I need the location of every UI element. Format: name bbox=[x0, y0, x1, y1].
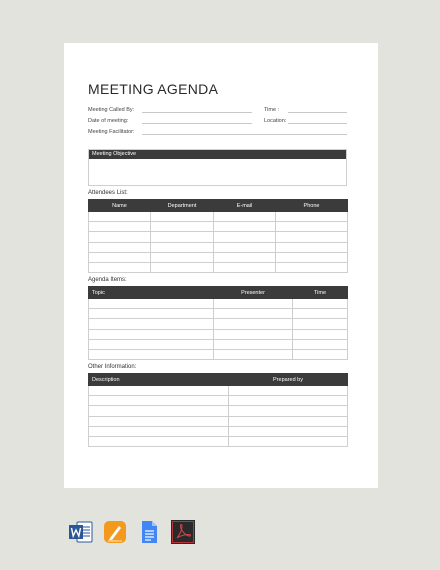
table-cell[interactable] bbox=[89, 222, 151, 232]
table-cell[interactable] bbox=[214, 232, 276, 242]
col-email: E-mail bbox=[214, 200, 276, 212]
table-cell[interactable] bbox=[89, 309, 214, 319]
table-row bbox=[89, 386, 348, 396]
table-row bbox=[89, 426, 348, 436]
table-cell[interactable] bbox=[276, 242, 348, 252]
table-cell[interactable] bbox=[229, 386, 348, 396]
col-presenter: Presenter bbox=[214, 287, 293, 299]
objective-box[interactable] bbox=[88, 149, 347, 186]
table-cell[interactable] bbox=[151, 252, 214, 262]
table-cell[interactable] bbox=[89, 396, 229, 406]
table-cell[interactable] bbox=[293, 299, 348, 309]
table-cell[interactable] bbox=[89, 339, 214, 349]
table-cell[interactable] bbox=[276, 222, 348, 232]
table-row bbox=[89, 232, 348, 242]
col-description: Description bbox=[89, 374, 229, 386]
table-cell[interactable] bbox=[89, 242, 151, 252]
agenda-table bbox=[88, 286, 348, 360]
facilitator-line[interactable] bbox=[142, 129, 347, 135]
table-cell[interactable] bbox=[293, 349, 348, 359]
table-cell[interactable] bbox=[293, 319, 348, 329]
table-cell[interactable] bbox=[293, 309, 348, 319]
other-info-table bbox=[88, 373, 348, 447]
table-cell[interactable] bbox=[276, 232, 348, 242]
table-cell[interactable] bbox=[214, 242, 276, 252]
table-row bbox=[89, 329, 348, 339]
table-row bbox=[89, 309, 348, 319]
table-cell[interactable] bbox=[151, 232, 214, 242]
table-cell[interactable] bbox=[89, 436, 229, 446]
table-row bbox=[89, 242, 348, 252]
table-cell[interactable] bbox=[214, 262, 276, 272]
table-cell[interactable] bbox=[214, 252, 276, 262]
date-label: Date of meeting: bbox=[88, 118, 129, 124]
table-cell[interactable] bbox=[214, 299, 293, 309]
table-cell[interactable] bbox=[151, 262, 214, 272]
table-row bbox=[89, 339, 348, 349]
table-cell[interactable] bbox=[214, 212, 276, 222]
table-row bbox=[89, 299, 348, 309]
called-by-line[interactable] bbox=[142, 107, 252, 113]
table-row bbox=[89, 222, 348, 232]
table-row bbox=[89, 416, 348, 426]
table-cell[interactable] bbox=[293, 339, 348, 349]
table-cell[interactable] bbox=[214, 309, 293, 319]
table-cell[interactable] bbox=[214, 319, 293, 329]
col-name: Name bbox=[89, 200, 151, 212]
location-line[interactable] bbox=[288, 118, 347, 124]
google-docs-icon[interactable] bbox=[136, 519, 162, 545]
document-title: MEETING AGENDA bbox=[88, 81, 219, 97]
table-cell[interactable] bbox=[293, 329, 348, 339]
pages-icon[interactable] bbox=[102, 519, 128, 545]
pdf-icon[interactable] bbox=[170, 519, 196, 545]
table-cell[interactable] bbox=[214, 339, 293, 349]
table-cell[interactable] bbox=[214, 349, 293, 359]
table-row bbox=[89, 262, 348, 272]
table-cell[interactable] bbox=[276, 262, 348, 272]
agenda-heading: Agenda Items: bbox=[88, 277, 127, 283]
table-row bbox=[89, 319, 348, 329]
table-cell[interactable] bbox=[89, 319, 214, 329]
table-cell[interactable] bbox=[276, 212, 348, 222]
col-phone: Phone bbox=[276, 200, 348, 212]
table-cell[interactable] bbox=[89, 252, 151, 262]
table-cell[interactable] bbox=[229, 416, 348, 426]
table-cell[interactable] bbox=[214, 329, 293, 339]
agenda-document bbox=[64, 43, 378, 488]
col-prepared-by: Prepared by bbox=[229, 374, 348, 386]
called-by-label: Meeting Called By: bbox=[88, 107, 135, 113]
table-cell[interactable] bbox=[89, 232, 151, 242]
table-cell[interactable] bbox=[89, 416, 229, 426]
table-cell[interactable] bbox=[89, 329, 214, 339]
facilitator-label: Meeting Facilitator: bbox=[88, 129, 135, 135]
table-cell[interactable] bbox=[229, 426, 348, 436]
table-cell[interactable] bbox=[229, 436, 348, 446]
col-department: Department bbox=[151, 200, 214, 212]
table-row bbox=[89, 436, 348, 446]
attendees-heading: Attendees List: bbox=[88, 190, 128, 196]
time-line[interactable] bbox=[288, 107, 347, 113]
col-time: Time bbox=[293, 287, 348, 299]
table-cell[interactable] bbox=[89, 212, 151, 222]
table-cell[interactable] bbox=[151, 242, 214, 252]
date-line[interactable] bbox=[142, 118, 252, 124]
time-label: Time : bbox=[264, 107, 280, 113]
table-cell[interactable] bbox=[229, 406, 348, 416]
table-cell[interactable] bbox=[151, 222, 214, 232]
col-topic: Topic bbox=[89, 287, 214, 299]
table-cell[interactable] bbox=[214, 222, 276, 232]
table-cell[interactable] bbox=[89, 262, 151, 272]
table-cell[interactable] bbox=[229, 396, 348, 406]
table-cell[interactable] bbox=[276, 252, 348, 262]
table-row bbox=[89, 349, 348, 359]
attendees-table bbox=[88, 199, 348, 273]
table-row bbox=[89, 212, 348, 222]
table-cell[interactable] bbox=[89, 299, 214, 309]
table-cell[interactable] bbox=[89, 426, 229, 436]
table-cell[interactable] bbox=[151, 212, 214, 222]
table-cell[interactable] bbox=[89, 406, 229, 416]
word-icon[interactable] bbox=[68, 519, 94, 545]
other-info-heading: Other Information: bbox=[88, 364, 137, 370]
table-cell[interactable] bbox=[89, 386, 229, 396]
table-row bbox=[89, 406, 348, 416]
table-row bbox=[89, 252, 348, 262]
location-label: Location: bbox=[264, 118, 287, 124]
table-row bbox=[89, 396, 348, 406]
table-cell[interactable] bbox=[89, 349, 214, 359]
objective-header: Meeting Objective bbox=[89, 150, 346, 159]
